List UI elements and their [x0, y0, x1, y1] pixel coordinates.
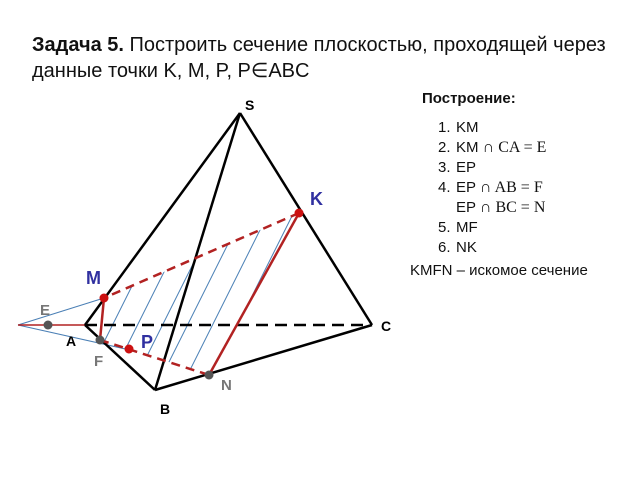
step-6: 6. NK	[438, 239, 477, 256]
edge-sa	[85, 113, 240, 325]
edge-sb	[155, 113, 240, 390]
point-m	[100, 294, 109, 303]
point-n	[205, 371, 214, 380]
point-p	[125, 345, 134, 354]
task-label: Задача 5.	[32, 34, 124, 56]
step-4b: EP ∩ BC = N	[456, 199, 546, 216]
edge-bc	[155, 325, 372, 390]
label-a: A	[66, 333, 77, 349]
construction-title: Построение:	[422, 90, 516, 107]
label-c: C	[381, 318, 392, 334]
label-m: M	[86, 268, 101, 288]
section-edge-fn	[100, 340, 209, 375]
point-k	[295, 209, 304, 218]
label-s: S	[245, 97, 255, 113]
step-4: 4. EP ∩ AB = F	[438, 179, 543, 196]
aux-line-ek	[18, 298, 104, 325]
section-hatching	[0, 200, 350, 400]
label-e: E	[40, 302, 51, 319]
label-p: P	[141, 332, 154, 352]
point-f	[96, 336, 105, 345]
section-edge-km	[104, 213, 299, 298]
step-1: 1. KM	[438, 119, 479, 136]
label-f: F	[94, 353, 104, 370]
label-b: B	[160, 401, 171, 417]
task-text: Построить сечение плоскостью, проходящей через данные точки K, M, P, P∈ABC	[32, 34, 606, 82]
edge-sc	[240, 113, 372, 325]
step-3: 3. EP	[438, 159, 477, 176]
step-5: 5. MF	[438, 219, 478, 236]
step-2: 2. KM ∩ CA = E	[438, 139, 547, 156]
label-k: K	[310, 189, 323, 209]
point-e	[44, 321, 53, 330]
label-n: N	[221, 377, 232, 394]
result-text: KMFN – искомое сечение	[410, 262, 588, 279]
